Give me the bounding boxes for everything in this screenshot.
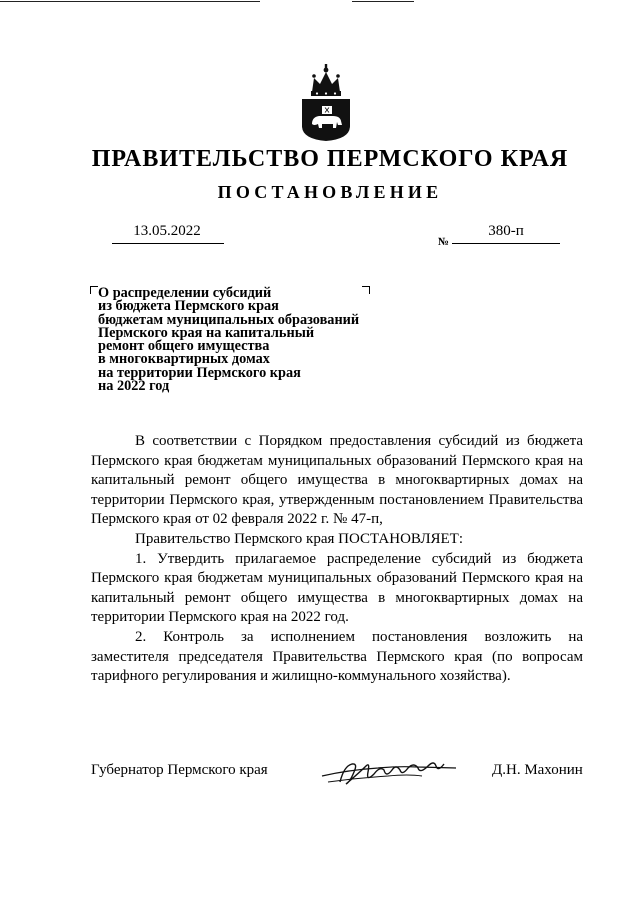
number-sign: № [438,236,450,248]
signatory-position: Губернатор Пермского края [91,762,268,778]
document-subject [98,287,398,393]
subject-line: О распределении субсидий [98,285,272,301]
top-scan-line [0,1,260,2]
subject-line: бюджетам муниципальных образований [98,311,360,328]
resolution-paragraph: Правительство Пермского края ПОСТАНОВЛЯЕТ: [135,530,464,547]
date-underline [112,243,224,244]
subject-line: ремонт общего имущества [98,338,270,355]
preamble-paragraph: В соответствии с Порядком предоставления субсидий из бюджета Пермского края бюджетам муниципальных образований Пермского края на капитальный ремонт общего имущества в многоквартирных домах на территории Пермского края, утвержденным постановлением Правительства Пермского края от 02 февраля 2022 г. № 47-п, [91,433,583,528]
document-type: ПОСТАНОВЛЕНИЕ [217,182,443,202]
document-number: 380-п [488,223,524,239]
subject-line: на территории Пермского края [98,364,301,381]
government-title: ПРАВИТЕЛЬСТВО ПЕРМСКОГО КРАЯ [91,146,569,172]
item-2-paragraph: 2. Контроль за исполнением постановления возложить на заместителя председателя Правительства Пермского края (по вопросам тарифного регулирования и жилищно-коммунального хозяйства). [91,628,583,685]
signatory-name: Д.Н. Махонин [492,762,583,778]
top-scan-line-2 [352,1,414,2]
number-underline [452,243,560,244]
subject-corner-left [90,286,98,294]
document-body [91,432,583,687]
subject-line: в многоквартирных домах [98,351,270,368]
item-1-paragraph: 1. Утвердить прилагаемое распределение субсидий из бюджета Пермского края бюджетам муниципальных образований Пермского края на капитальный ремонт общего имущества в многоквартирных домах на территории Пермского края на 2022 год. [91,550,583,626]
subject-line: на 2022 год [98,378,170,395]
subject-line: из бюджета Пермского края [98,298,279,315]
handwritten-signature [318,752,460,792]
subject-line: Пермского края на капитальный [98,324,315,341]
document-date: 13.05.2022 [133,223,201,239]
coat-of-arms-icon [300,62,352,142]
